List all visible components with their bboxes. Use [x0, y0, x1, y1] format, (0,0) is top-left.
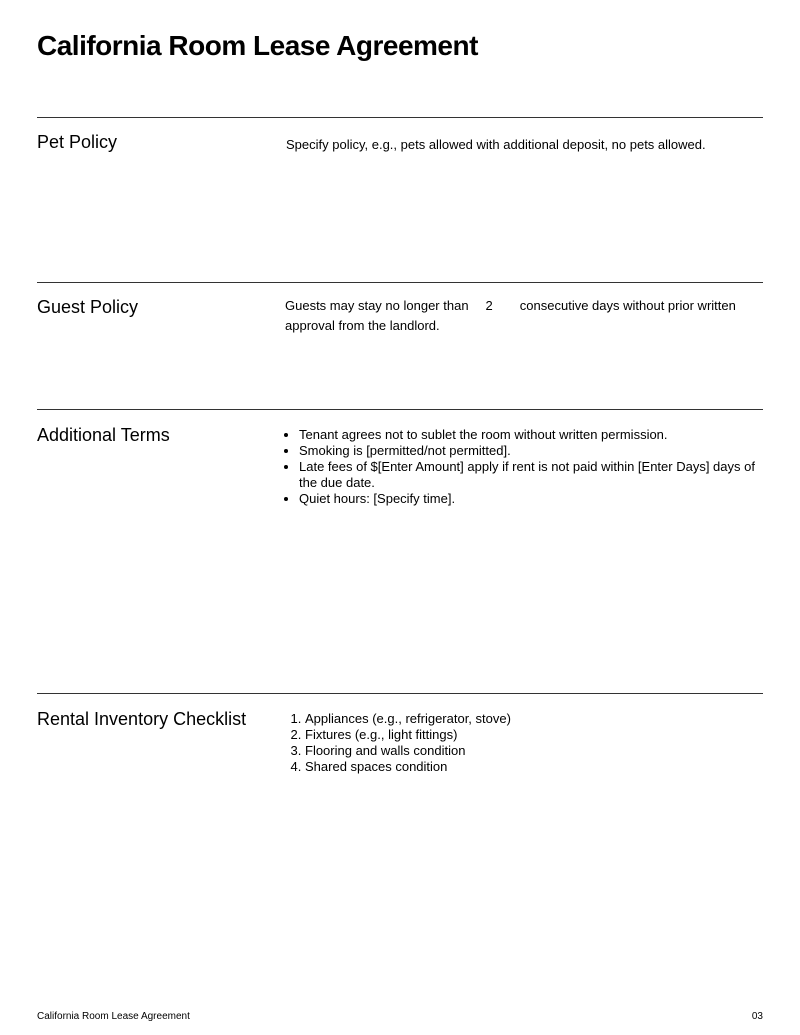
list-item: 2. Fixtures (e.g., light fittings) [305, 727, 756, 743]
list-item: 3. Flooring and walls condition [305, 743, 756, 759]
list-item: 4. Shared spaces condition [305, 759, 756, 775]
inventory-list-wrap [286, 711, 756, 775]
inventory-list [286, 711, 756, 775]
pet-policy-field[interactable]: Specify policy, e.g., pets allowed with additional deposit, no pets allowed. [286, 137, 706, 152]
page-title: California Room Lease Agreement [37, 30, 478, 61]
list-item: • Smoking is [permitted/not permitted]. [299, 443, 756, 459]
guest-days-input[interactable]: 2 [485, 298, 493, 313]
pet-policy-label: Pet Policy [37, 132, 118, 152]
divider [37, 693, 763, 694]
additional-terms-list-wrap [286, 427, 756, 507]
divider [37, 409, 763, 410]
additional-terms-list [286, 427, 756, 507]
guest-policy-text-before: Guests may stay no longer than [285, 298, 469, 313]
page-number: 03 [751, 1011, 763, 1022]
list-item: • Quiet hours: [Specify time]. [299, 491, 756, 507]
additional-terms-label: Additional Terms [37, 425, 170, 445]
inventory-checklist-label: Rental Inventory Checklist [37, 709, 247, 729]
guest-policy-text-after: consecutive days without prior written approval from the landlord. [285, 298, 736, 333]
guest-policy-text [285, 296, 755, 336]
divider [37, 117, 763, 118]
divider [37, 282, 763, 283]
list-item: • Tenant agrees not to sublet the room without written permission. [299, 427, 756, 443]
list-item: 1. Appliances (e.g., refrigerator, stove) [305, 711, 756, 727]
guest-policy-label: Guest Policy [37, 297, 139, 317]
list-item: • Late fees of $[Enter Amount] apply if rent is not paid within [Enter Days] days of the due date. [299, 459, 756, 491]
footer-title: California Room Lease Agreement [37, 1011, 190, 1022]
